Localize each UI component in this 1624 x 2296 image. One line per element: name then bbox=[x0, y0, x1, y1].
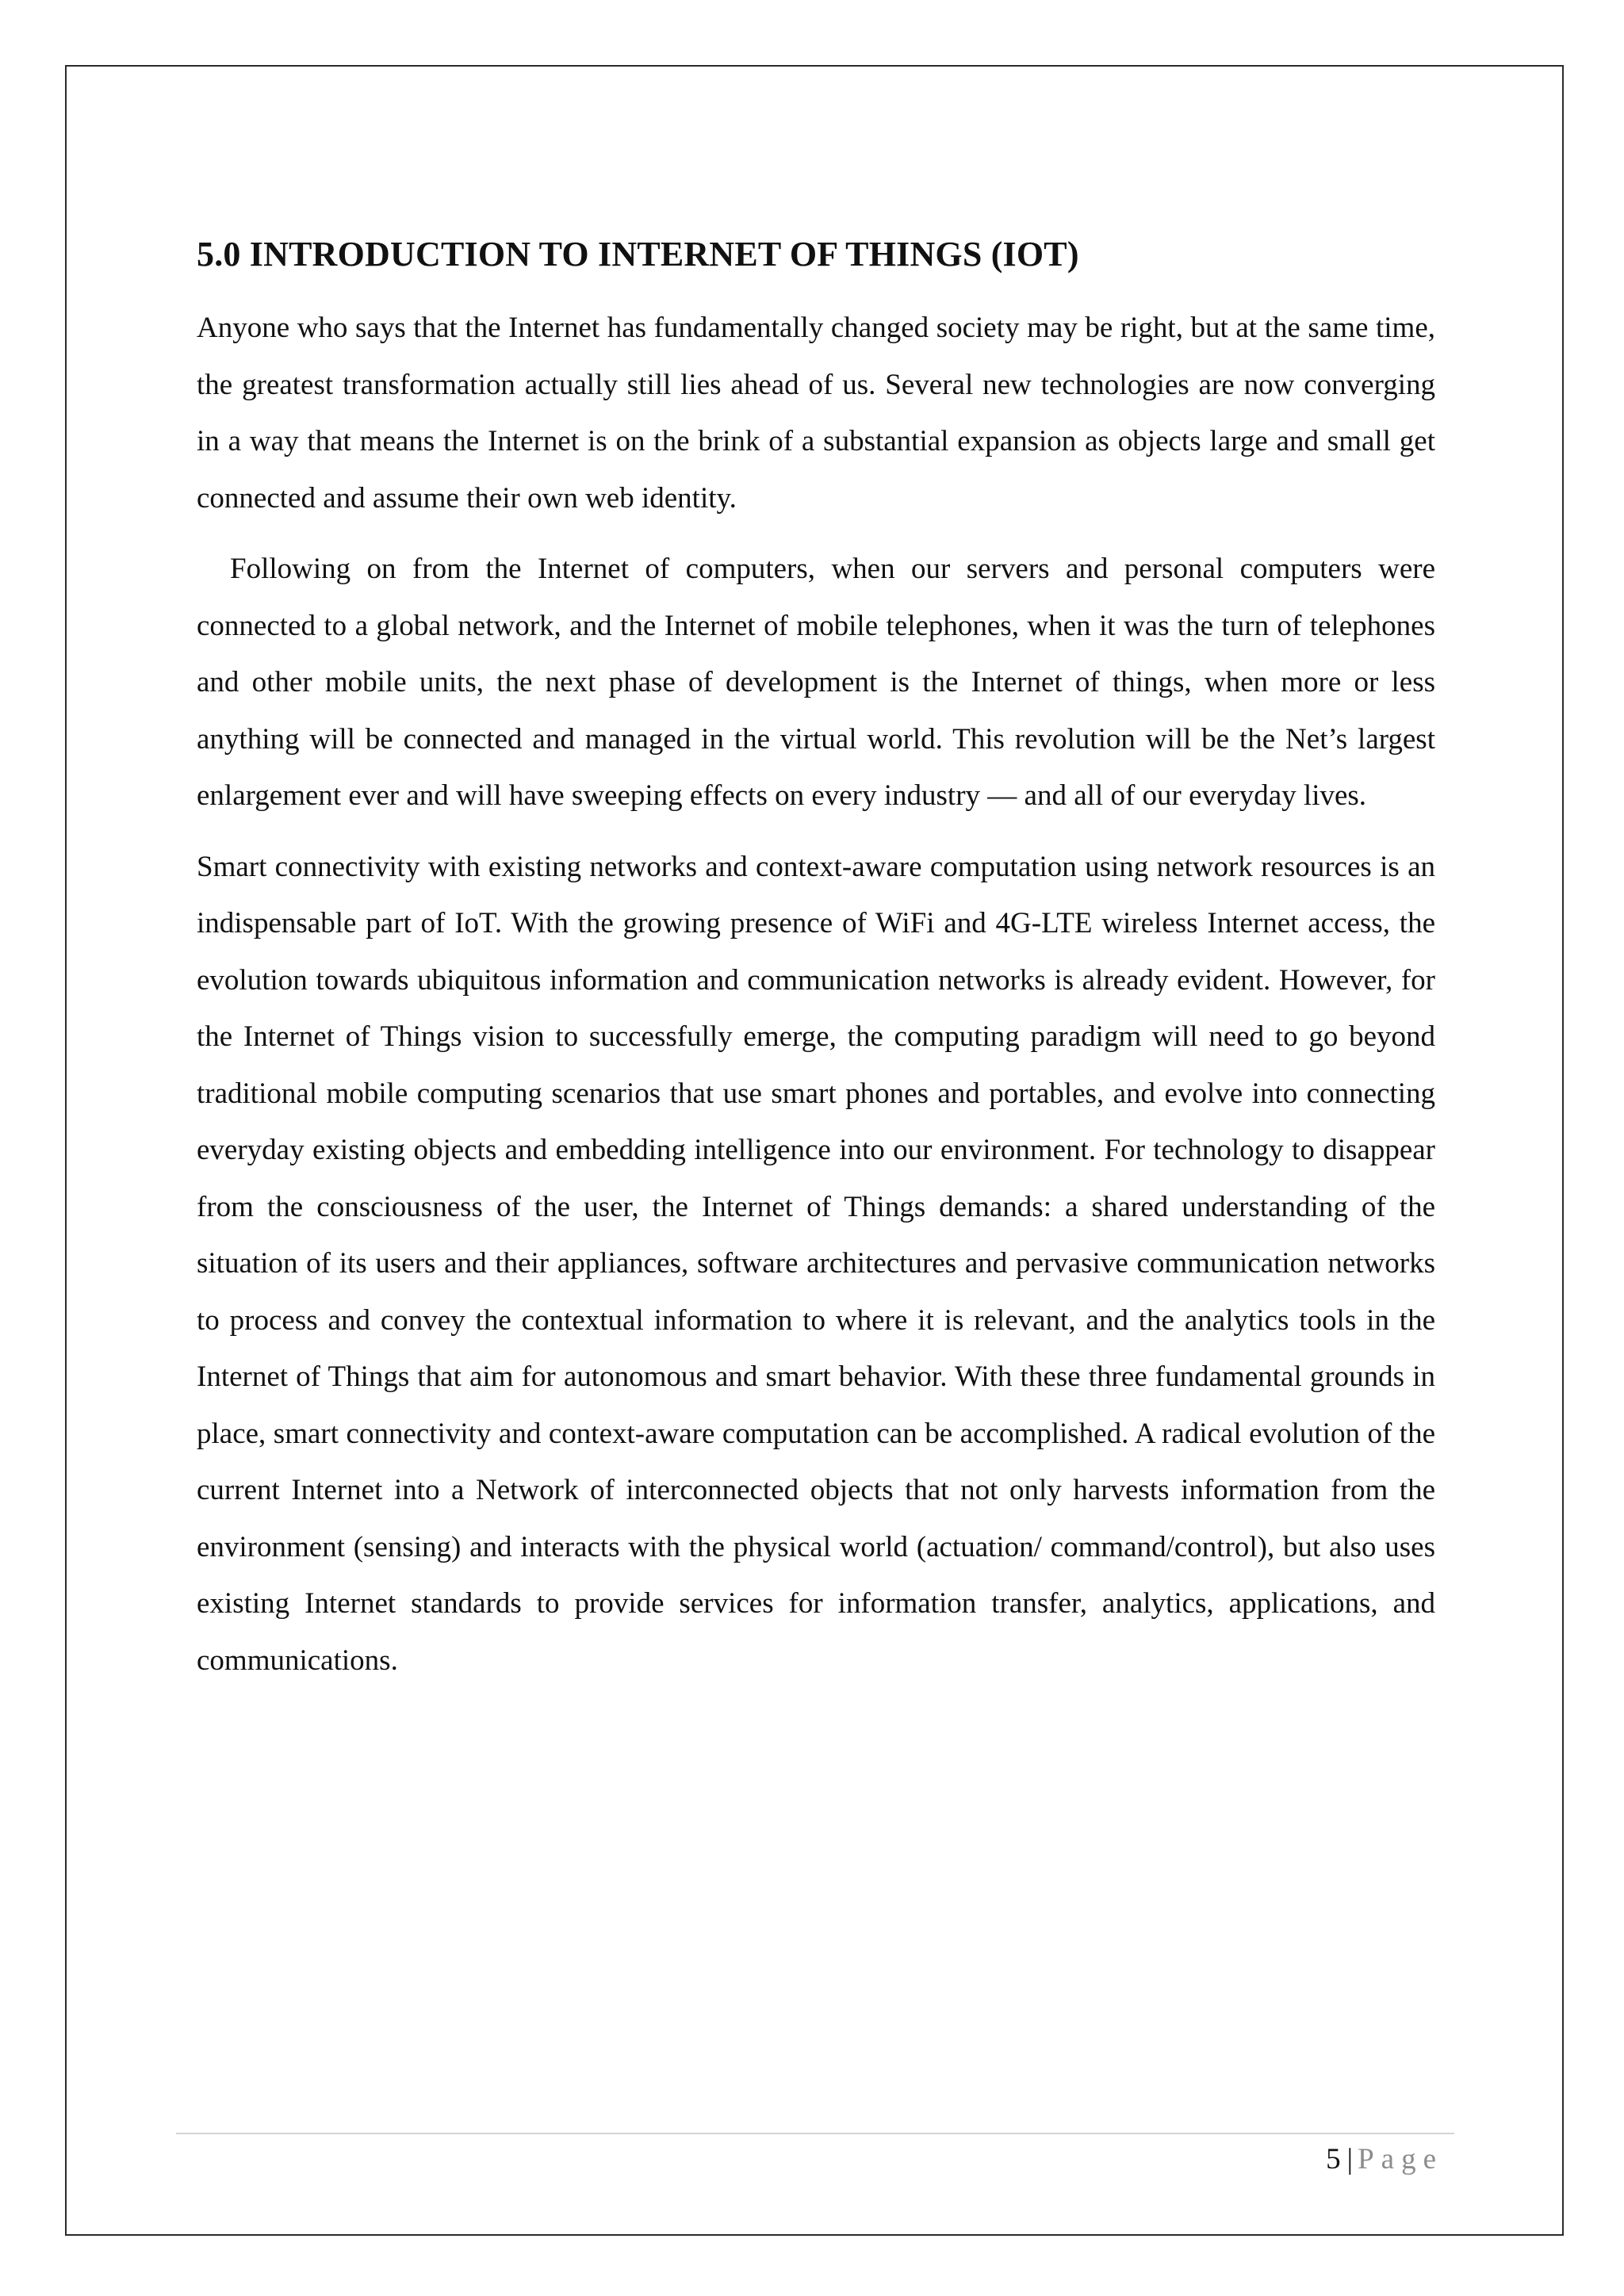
page-label: Page bbox=[1358, 2143, 1443, 2175]
page-separator: | bbox=[1346, 2143, 1354, 2175]
paragraph-intro: Anyone who says that the Internet has fundamentally changed society may be right, but at the same time, the greatest transformation actually still lies ahead of us. Several new technologies are now converging in a way that means the Internet is on the brink of a substantial expansion as objects large and small get connected and assume their own web identity. bbox=[197, 312, 1435, 515]
page-content bbox=[197, 230, 1435, 1703]
page-number: 5 bbox=[1326, 2143, 1341, 2175]
paragraph-smart-connectivity: Smart connectivity with existing networks and context-aware computation using network resources is an indispensable part of IoT. With the growing presence of WiFi and 4G-LTE wireless Internet access, the evolution towards ubiquitous information and communication networks is already evident. However, for the Internet of Things vision to successfully emerge, the computing paradigm will need to go beyond traditional mobile computing scenarios that use smart phones and portables, and evolve into connecting everyday existing objects and embedding intelligence into our environment. For technology to disappear from the consciousness of the user, the Internet of Things demands: a shared understanding of the situation of its users and their appliances, software architectures and pervasive communication networks to process and convey the contextual information to where it is relevant, and the analytics tools in the Internet of Things that aim for autonomous and smart behavior. With these three fundamental grounds in place, smart connectivity and context-aware computation can be accomplished. A radical evolution of the current Internet into a Network of interconnected objects that not only harvests information from the environment (sensing) and interacts with the physical world (actuation/ command/control), but also uses existing Internet standards to provide services for information transfer, analytics, applications, and communications. bbox=[197, 850, 1435, 1677]
footer-divider bbox=[176, 2133, 1454, 2134]
section-heading: 5.0 INTRODUCTION TO INTERNET OF THINGS (IOT) bbox=[197, 235, 1079, 274]
page-footer bbox=[1326, 2141, 1443, 2179]
paragraph-internet-phases: Following on from the Internet of computers, when our servers and personal computers were connected to a global network, and the Internet of mobile telephones, when it was the turn of telephones and other mobile units, the next phase of development is the Internet of things, when more or less anything will be connected and managed in the virtual world. This revolution will be the Net’s largest enlargement ever and will have sweeping effects on every industry — and all of our everyday lives. bbox=[197, 553, 1435, 812]
